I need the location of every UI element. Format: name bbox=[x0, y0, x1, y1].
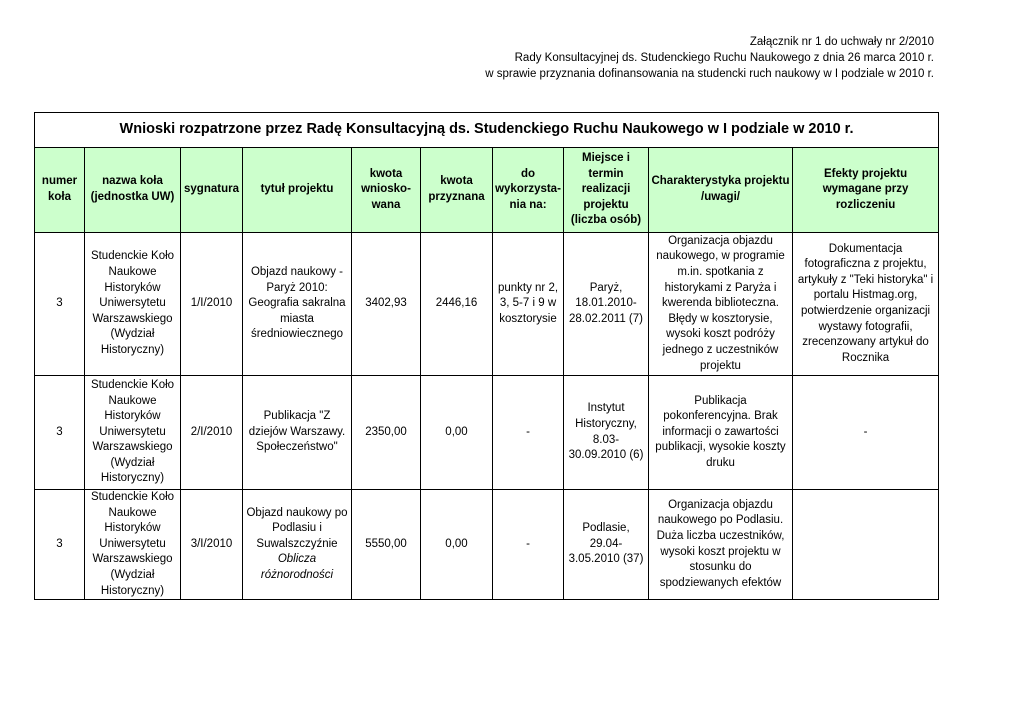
cell-numer: 3 bbox=[35, 490, 85, 600]
cell-tytul bbox=[243, 490, 352, 600]
document-header bbox=[485, 34, 934, 82]
cell-charakterystyka: Organizacja objazdu naukowego po Podlasiu. Duża liczba uczestników, wysoki koszt projektu w stosunku do spodziewanych efektów bbox=[649, 490, 793, 600]
col-header-numer: numer koła bbox=[35, 148, 85, 233]
col-header-miejsce: Miejsce i termin realizacji projektu (liczba osób) bbox=[564, 148, 649, 233]
table-row bbox=[35, 376, 939, 490]
header-line-1: Załącznik nr 1 do uchwały nr 2/2010 bbox=[749, 36, 934, 48]
cell-miejsce: Instytut Historyczny, 8.03-30.09.2010 (6) bbox=[564, 376, 649, 490]
cell-numer: 3 bbox=[35, 376, 85, 490]
cell-sygnatura: 2/I/2010 bbox=[181, 376, 243, 490]
cell-sygnatura: 1/I/2010 bbox=[181, 233, 243, 376]
cell-tytul: Objazd naukowy - Paryż 2010: Geografia sakralna miasta średniowiecznego bbox=[243, 233, 352, 376]
col-header-sygnatura: sygnatura bbox=[181, 148, 243, 233]
cell-efekty: Dokumentacja fotograficzna z projektu, artykuły z "Teki historyka" i portalu Histmag.org, potwierdzenie organizacji wystawy fotografii, zrecenzowany artykuł do Rocznika bbox=[793, 233, 939, 376]
col-header-do-wykorzystania: do wykorzysta-nia na: bbox=[493, 148, 564, 233]
col-header-charakterystyka: Charakterystyka projektu /uwagi/ bbox=[649, 148, 793, 233]
cell-efekty bbox=[793, 490, 939, 600]
cell-kwota-przyznana: 0,00 bbox=[421, 376, 493, 490]
cell-kwota-wnioskowana: 5550,00 bbox=[352, 490, 421, 600]
table-row bbox=[35, 490, 939, 600]
table-title: Wnioski rozpatrzone przez Radę Konsultacyjną ds. Studenckiego Ruchu Naukowego w I podziale w 2010 r. bbox=[35, 113, 939, 148]
col-header-kwota-przyznana: kwota przyznana bbox=[421, 148, 493, 233]
header-line-3: w sprawie przyznania dofinansowania na studencki ruch naukowy w I podziale w 2010 r. bbox=[485, 68, 934, 80]
cell-tytul: Publikacja "Z dziejów Warszawy. Społeczeństwo" bbox=[243, 376, 352, 490]
cell-do-wykorzystania: punkty nr 2, 3, 5-7 i 9 w kosztorysie bbox=[493, 233, 564, 376]
cell-do-wykorzystania: - bbox=[493, 376, 564, 490]
cell-miejsce: Paryż, 18.01.2010-28.02.2011 (7) bbox=[564, 233, 649, 376]
cell-numer: 3 bbox=[35, 233, 85, 376]
col-header-kwota-wnioskowana: kwota wniosko-wana bbox=[352, 148, 421, 233]
cell-sygnatura: 3/I/2010 bbox=[181, 490, 243, 600]
cell-kwota-wnioskowana: 2350,00 bbox=[352, 376, 421, 490]
cell-nazwa: Studenckie Koło Naukowe Historyków Uniwersytetu Warszawskiego (Wydział Historyczny) bbox=[85, 233, 181, 376]
cell-kwota-przyznana: 0,00 bbox=[421, 490, 493, 600]
header-line-2: Rady Konsultacyjnej ds. Studenckiego Ruchu Naukowego z dnia 26 marca 2010 r. bbox=[514, 52, 934, 64]
cell-efekty: - bbox=[793, 376, 939, 490]
cell-miejsce: Podlasie, 29.04-3.05.2010 (37) bbox=[564, 490, 649, 600]
cell-tytul-main: Objazd naukowy po Podlasiu i Suwalszczyźnie bbox=[246, 506, 348, 550]
cell-kwota-przyznana: 2446,16 bbox=[421, 233, 493, 376]
cell-charakterystyka: Publikacja pokonferencyjna. Brak informacji o zawartości publikacji, wysokie koszty druku bbox=[649, 376, 793, 490]
cell-kwota-wnioskowana: 3402,93 bbox=[352, 233, 421, 376]
col-header-efekty: Efekty projektu wymagane przy rozliczeniu bbox=[793, 148, 939, 233]
cell-charakterystyka: Organizacja objazdu naukowego, w programie m.in. spotkania z historykami z Paryża i kwerenda biblioteczna. Błędy w kosztorysie, wysoki koszt podróży jednego z uczestników projektu bbox=[649, 233, 793, 376]
col-header-tytul: tytuł projektu bbox=[243, 148, 352, 233]
cell-do-wykorzystania: - bbox=[493, 490, 564, 600]
cell-tytul-italic: Oblicza różnorodności bbox=[260, 553, 334, 581]
cell-nazwa: Studenckie Koło Naukowe Historyków Uniwersytetu Warszawskiego (Wydział Historyczny) bbox=[85, 376, 181, 490]
table-header-row bbox=[35, 148, 939, 233]
table-row bbox=[35, 233, 939, 376]
col-header-nazwa: nazwa koła (jednostka UW) bbox=[85, 148, 181, 233]
applications-table bbox=[34, 112, 939, 600]
cell-nazwa: Studenckie Koło Naukowe Historyków Uniwersytetu Warszawskiego (Wydział Historyczny) bbox=[85, 490, 181, 600]
